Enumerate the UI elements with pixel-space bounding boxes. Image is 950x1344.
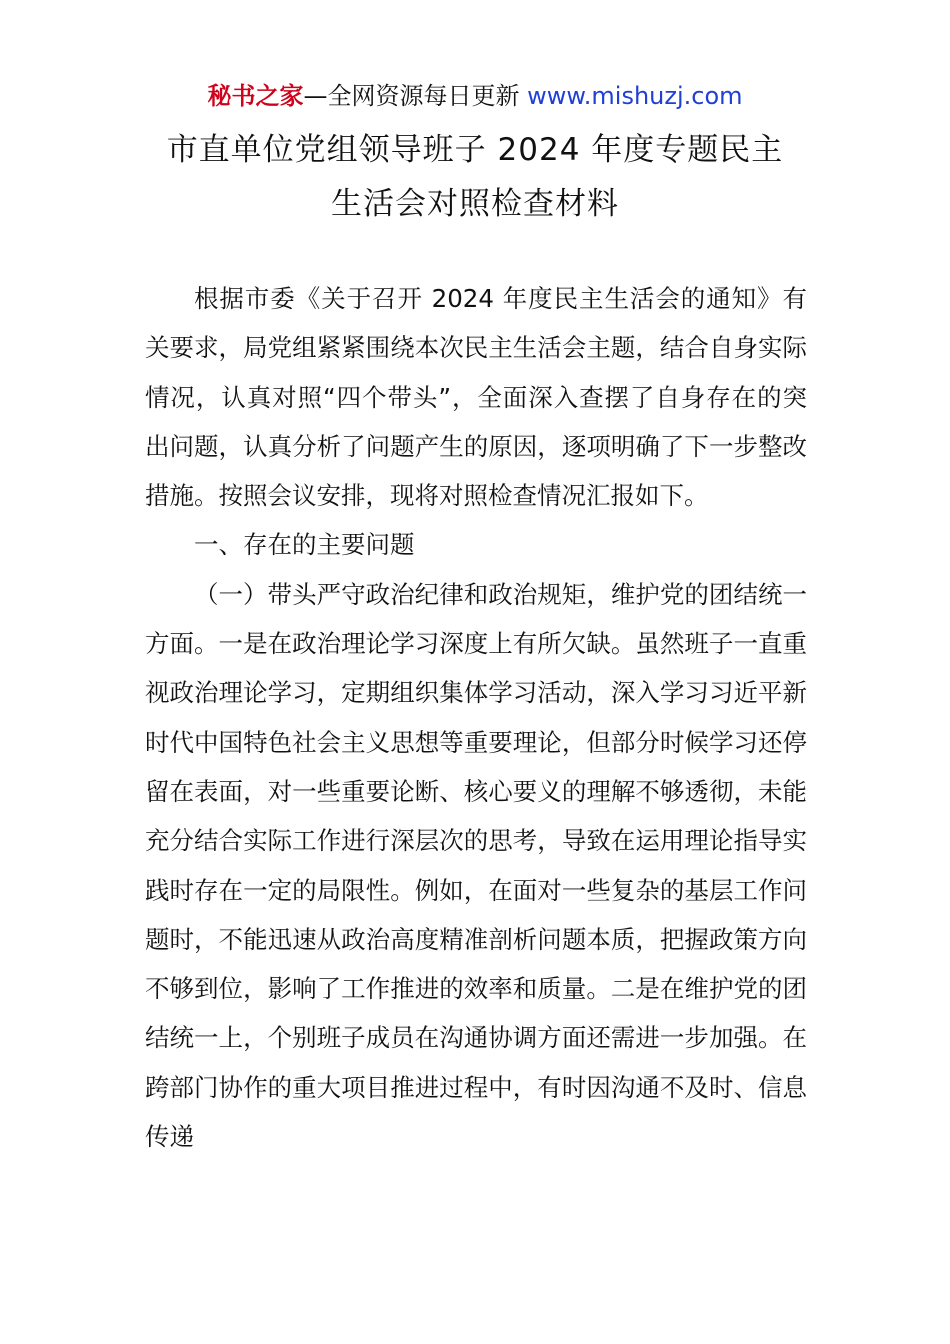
intro-paragraph: 根据市委《关于召开 2024 年度民主生活会的通知》有关要求，局党组紧紧围绕本次民主生活会主题，结合自身实际情况，认真对照“四个带头”，全面深入查摆了自身存在的突出问题，认真分析了问题产生的原因，逐项明确了下一步整改措施。按照会议安排，现将对照检查情况汇报如下。	[145, 284, 807, 511]
title-line-1: 市直单位党组领导班子 2024 年度专题民主	[166, 132, 784, 168]
issue-paragraph: （一）带头严守政治纪律和政治规矩，维护党的团结统一方面。一是在政治理论学习深度上有所欠缺。虽然班子一直重视政治理论学习，定期组织集体学习活动，深入学习习近平新时代中国特色社会主义思想等重要理论，但部分时候学习还停留在表面，对一些重要论断、核心要义的理解不够透彻，未能充分结合实际工作进行深层次的思考，导致在运用理论指导实践时存在一定的局限性。例如，在面对一些复杂的基层工作问题时，不能迅速从政治高度精准剖析问题本质，把握政策方向不够到位，影响了工作推进的效率和质量。二是在维护党的团结统一上，个别班子成员在沟通协调方面还需进一步加强。在跨部门协作的重大项目推进过程中，有时因沟通不及时、信息传递	[145, 579, 807, 1152]
section-heading: 一、存在的主要问题	[194, 530, 415, 560]
site-banner	[0, 80, 950, 112]
title-line-2: 生活会对照检查材料	[331, 186, 619, 222]
document-title	[0, 128, 950, 226]
document-body	[145, 274, 807, 1161]
banner-tagline: —全网资源每日更新	[303, 82, 528, 110]
brand-name: 秘书之家	[207, 82, 304, 110]
site-url-link[interactable]: www.mishuzj.com	[527, 82, 743, 110]
